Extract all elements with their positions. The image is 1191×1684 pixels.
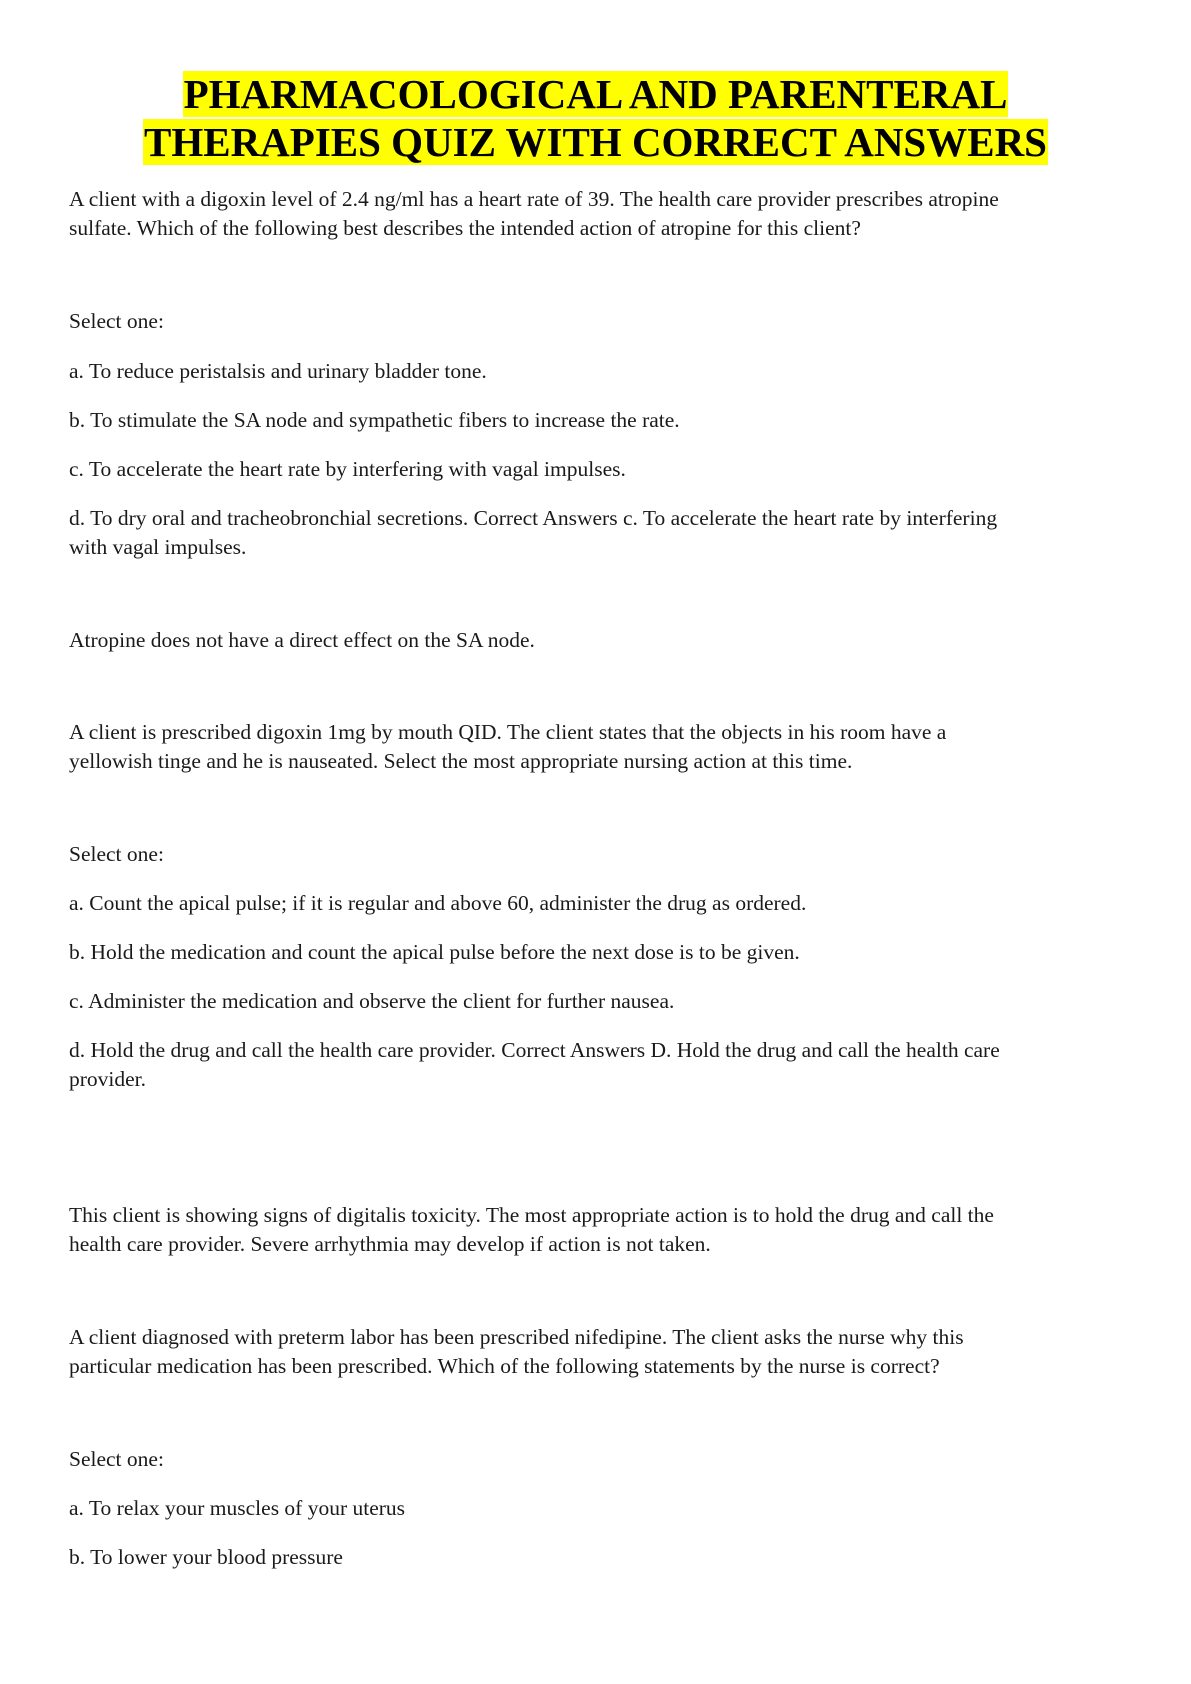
title-highlight-1: PHARMACOLOGICAL AND PARENTERAL [183, 71, 1008, 117]
q1-option-d-line-1: d. To dry oral and tracheobronchial secretions. Correct Answers c. To accelerate the heart rate by interfering [69, 506, 998, 530]
q1-question-line-2: sulfate. Which of the following best describes the intended action of atropine for this client? [69, 216, 861, 240]
q1-option-b: b. To stimulate the SA node and sympathetic fibers to increase the rate. [69, 408, 680, 432]
q3-select-label: Select one: [69, 1447, 164, 1471]
q2-option-d-line-2: provider. [69, 1067, 147, 1091]
q2-question [69, 718, 1129, 776]
q2-rationale [69, 1201, 1129, 1259]
document-title [0, 70, 1191, 166]
q3-question-line-1: A client diagnosed with preterm labor has been prescribed nifedipine. The client asks the nurse why this [69, 1325, 964, 1349]
q2-question-line-2: yellowish tinge and he is nauseated. Select the most appropriate nursing action at this time. [69, 749, 853, 773]
q2-option-a: a. Count the apical pulse; if it is regular and above 60, administer the drug as ordered. [69, 891, 807, 915]
q2-option-c: c. Administer the medication and observe the client for further nausea. [69, 989, 675, 1013]
q2-option-d [69, 1036, 1129, 1094]
title-highlight-2: THERAPIES QUIZ WITH CORRECT ANSWERS [143, 119, 1047, 165]
q3-question-line-2: particular medication has been prescribed. Which of the following statements by the nurse is correct? [69, 1354, 940, 1378]
q3-option-a: a. To relax your muscles of your uterus [69, 1496, 406, 1520]
q1-select-label: Select one: [69, 309, 164, 333]
title-line-2 [0, 118, 1191, 166]
q1-question-line-1: A client with a digoxin level of 2.4 ng/ml has a heart rate of 39. The health care provider prescribes atropine [69, 187, 999, 211]
q1-question [69, 185, 1129, 243]
q3-option-b: b. To lower your blood pressure [69, 1545, 343, 1569]
title-line-1 [0, 70, 1191, 118]
q2-question-line-1: A client is prescribed digoxin 1mg by mouth QID. The client states that the objects in his room have a [69, 720, 947, 744]
q3-question [69, 1323, 1129, 1381]
q1-option-c: c. To accelerate the heart rate by interfering with vagal impulses. [69, 457, 626, 481]
q2-select-label: Select one: [69, 842, 164, 866]
q1-option-d [69, 504, 1129, 562]
q1-option-d-line-2: with vagal impulses. [69, 535, 247, 559]
q2-option-b: b. Hold the medication and count the apical pulse before the next dose is to be given. [69, 940, 800, 964]
q1-rationale: Atropine does not have a direct effect on the SA node. [69, 628, 535, 652]
q2-rationale-line-2: health care provider. Severe arrhythmia may develop if action is not taken. [69, 1232, 711, 1256]
q2-option-d-line-1: d. Hold the drug and call the health care provider. Correct Answers D. Hold the drug and call the health care [69, 1038, 1000, 1062]
q2-rationale-line-1: This client is showing signs of digitalis toxicity. The most appropriate action is to hold the drug and call the [69, 1203, 994, 1227]
q1-option-a: a. To reduce peristalsis and urinary bladder tone. [69, 359, 487, 383]
